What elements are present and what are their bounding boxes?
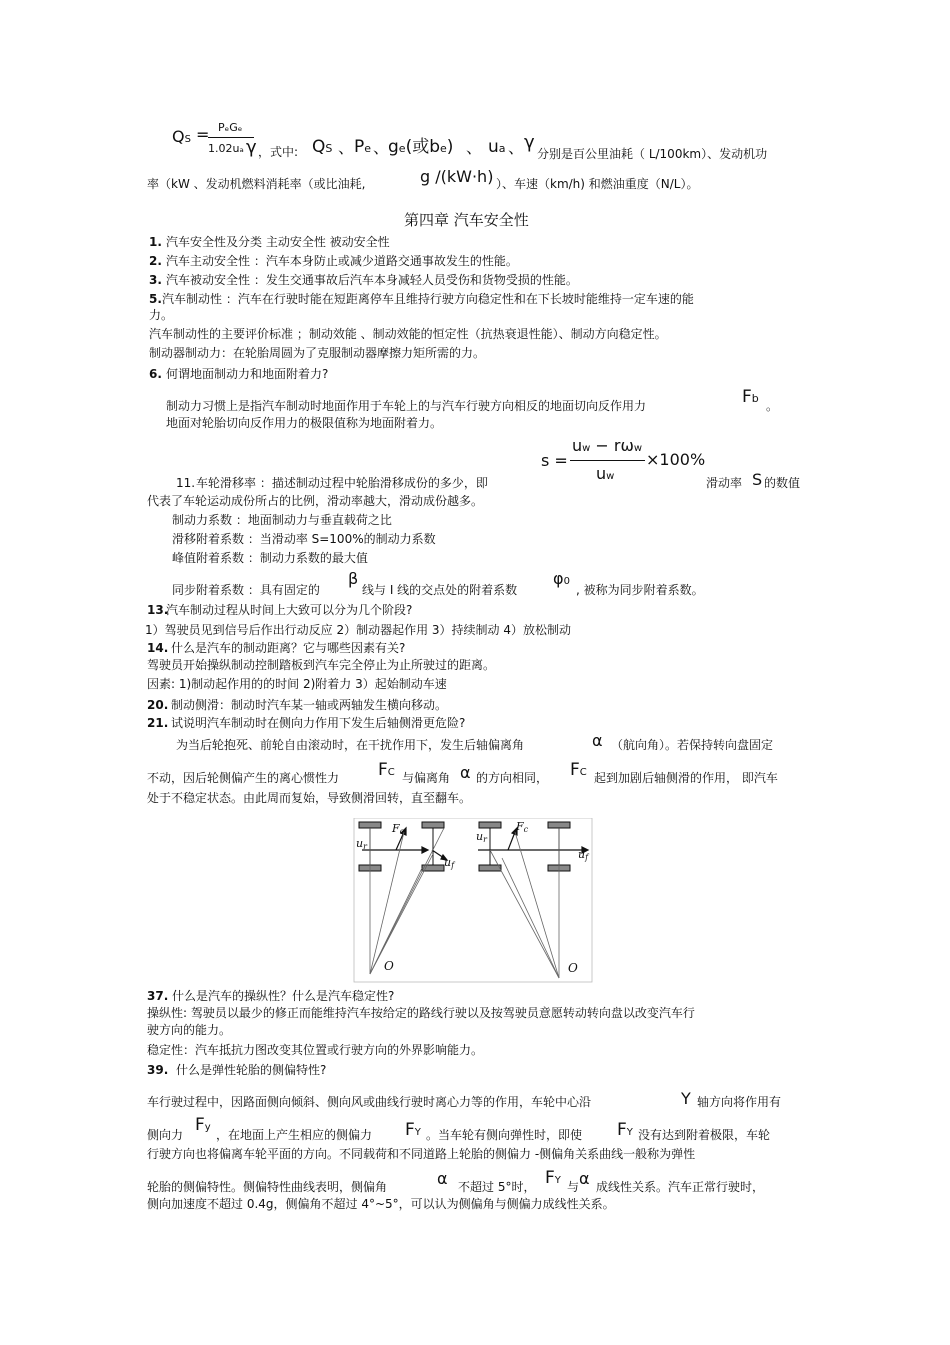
item-number: 13.: [147, 603, 169, 617]
item-39-answer-2c: 。当车轮有侧向弹性时，即使: [426, 1128, 583, 1142]
ur-label-right: ur: [476, 830, 487, 844]
item-39-answer-2b: ，在地面上产生相应的侧偏力: [216, 1128, 373, 1142]
item-37-answer-1: 操纵性: 驾驶员以最少的修正而能维持汽车按给定的路线行驶以及按驾驶员意愿转动转向盘以改变汽车行: [147, 1006, 695, 1020]
item-39-answer-1: 车行驶过程中，因路面侧向倾斜、侧向风或曲线行驶时离心力等的作用，车轮中心沿: [147, 1095, 592, 1109]
braking-evaluation: 汽车制动性的主要评价标准 ；制动效能 、制动效能的恒定性（抗热衰退性能）、制动方向稳定性。: [149, 327, 667, 341]
slip-fraction-bar: [570, 460, 645, 461]
item-39-answer-1-tail: 轴方向将作用有: [697, 1095, 782, 1109]
fb-symbol: Fb: [742, 387, 759, 407]
slip-numerator: uw − rωw: [572, 436, 643, 455]
sync-coef-a: 同步附着系数 ：具有固定的: [172, 583, 320, 597]
o-label-left: O: [384, 959, 394, 973]
alpha-symbol-2: α: [460, 763, 471, 782]
item-1-text: 汽车安全性及分类 主动安全性 被动安全性: [166, 235, 390, 249]
wheel: [479, 865, 501, 871]
equals-sign: =: [196, 125, 210, 144]
y-axis-symbol: Y: [681, 1089, 691, 1108]
item-number: 1.: [149, 235, 162, 249]
ge-symbol: ge(或be): [388, 137, 454, 157]
brake-force-definition: 制动器制动力：在轮胎周圆为了克服制动器摩擦力矩所需的力。: [149, 346, 486, 360]
ua-symbol: ua: [488, 137, 506, 157]
item-14-answer-1: 驾驶员开始操纵制动控制踏板到汽车完全停止为止所驶过的距离。: [147, 658, 496, 672]
item-number: 6.: [149, 367, 162, 381]
wheel: [359, 822, 381, 828]
item-2-text: 汽车主动安全性 ：汽车本身防止或减少道路交通事故发生的性能。: [166, 254, 518, 268]
wheel: [548, 822, 570, 828]
wheel: [422, 822, 444, 828]
slip-s-eq: s =: [541, 451, 568, 470]
punctuation: 。: [766, 399, 779, 413]
diagram-frame: [354, 818, 592, 982]
item-number: 20.: [147, 698, 169, 712]
sync-coef-c: , 被称为同步附着系数。: [576, 583, 704, 597]
fc-vector-right: [508, 832, 515, 850]
item-39-answer-2a: 侧向力: [147, 1128, 184, 1142]
item-number: 2.: [149, 254, 162, 268]
item-21-answer-1: 为当后轮抱死、前轮自由滚动时，在干扰作用下，发生后轴偏离角: [176, 738, 525, 752]
item-6-question: 何谓地面制动力和地面附着力?: [166, 367, 329, 381]
item-number: 5.: [149, 292, 162, 306]
item-number: 11.: [176, 476, 196, 490]
separator: 、: [338, 138, 355, 157]
formula-line2-b: ）、车速（km/h) 和燃油重度（N/L）。: [496, 177, 699, 191]
item-21-answer-2c: 的方向相同，: [476, 771, 549, 785]
item-11-text1: 车轮滑移率 ：描述制动过程中轮胎滑移成份的多少，即: [196, 476, 488, 490]
item-39-answer-4c: 与: [567, 1180, 580, 1194]
uf-label-left: uf: [444, 856, 455, 870]
formula-numerator: PₑGₑ: [218, 121, 243, 134]
alpha-symbol: α: [592, 731, 603, 750]
item-number: 37.: [147, 989, 169, 1003]
item-5-text1: 汽车制动性 ：汽车在行驶时能在短距离停车且维持行驶方向稳定性和在下长坡时能维持一定车速的能: [162, 292, 694, 306]
item-21-answer-2b: 与偏离角: [402, 771, 451, 785]
formula-line2-a: 率（kW 、发动机燃料消耗率（或比油耗,: [147, 177, 366, 191]
separator: 、: [373, 138, 390, 157]
separator: 、: [466, 138, 483, 157]
braking-coefficient: 制动力系数 ：地面制动力与垂直载荷之比: [172, 513, 392, 527]
item-11-text1-tail: 滑动率: [706, 476, 743, 490]
item-37-answer-2: 驶方向的能力。: [147, 1023, 232, 1037]
item-14-question: 什么是汽车的制动距离？它与哪些因素有关?: [171, 641, 406, 655]
sliding-adhesion-coefficient: 滑移附着系数 ：当滑动率 S=100%的制动力系数: [172, 532, 436, 546]
item-21-answer-3: 处于不稳定状态。由此周而复始，导致侧滑回转，直至翻车。: [147, 791, 472, 805]
qs-symbol-2: QS: [312, 137, 333, 157]
formula-line1-tail: 分别是百公里油耗（ L/100km）、发动机功: [537, 147, 768, 161]
item-6-answer-1: 制动力习惯上是指汽车制动时地面作用于车轮上的与汽车行驶方向相反的地面切向反作用力: [166, 399, 647, 413]
item-39-answer-2d: 没有达到附着极限，车轮: [638, 1128, 771, 1142]
slip-times-100: ×100%: [646, 450, 706, 469]
item-39-answer-5: 侧向加速度不超过 0.4g，侧偏角不超过 4°~5°，可以认为侧偏角与侧偏力成线性关系。: [147, 1197, 615, 1211]
sync-coef-b: 线与 I 线的交点处的附着系数: [362, 583, 518, 597]
item-21-answer-2a: 不动，因后轮侧偏产生的离心惯性力: [147, 771, 340, 785]
gamma-symbol: γ: [246, 137, 257, 158]
item-14-answer-2: 因素: 1)制动起作用的的时间 2)附着力 3）起始制动车速: [147, 677, 447, 691]
item-11-text1-end: 的数值: [764, 476, 801, 490]
item-5-text2: 力。: [149, 308, 174, 322]
rear-axle-skid-diagram: [352, 818, 594, 984]
fy-symbol-3: FY: [617, 1120, 633, 1140]
uf-label-right: uf: [578, 848, 589, 862]
fc-label-left: Fc: [392, 822, 405, 836]
item-37-question: 什么是汽车的操纵性？什么是汽车稳定性?: [172, 989, 395, 1003]
unit-g-kwh: g /(kW·h): [420, 167, 494, 186]
formula-denominator: 1.02uₐ: [208, 142, 244, 155]
item-13-answer: 1）驾驶员见到信号后作出行动反应 2）制动器起作用 3）持续制动 4）放松制动: [145, 623, 571, 637]
fy-symbol: Fy: [195, 1115, 211, 1135]
fc-label-right: Fc: [516, 820, 529, 834]
item-number: 14.: [147, 641, 169, 655]
item-13-question: 汽车制动过程从时间上大致可以分为几个阶段?: [166, 603, 413, 617]
alpha-symbol-3: α: [437, 1169, 448, 1188]
o-label-right: O: [568, 961, 578, 975]
item-21-question: 试说明汽车制动时在侧向力作用下发生后轴侧滑更危险?: [171, 716, 466, 730]
pe-symbol: Pe: [354, 137, 372, 157]
gamma-symbol-2: γ: [524, 132, 535, 153]
alpha-symbol-4: α: [579, 1169, 590, 1188]
ur-label-left: ur: [356, 837, 367, 851]
s-symbol: S: [752, 470, 763, 489]
item-number: 21.: [147, 716, 169, 730]
fc-symbol-2: FC: [570, 760, 587, 780]
slip-denominator: uw: [596, 464, 615, 483]
fc-symbol: FC: [378, 760, 395, 780]
fc-vectors: [396, 828, 517, 850]
item-39-answer-3: 行驶方向也将偏离车轮平面的方向。不同载荷和不同道路上轮胎的侧偏力 -侧偏角关系曲线一般称为弹性: [147, 1147, 696, 1161]
beta-symbol: β: [348, 569, 359, 588]
item-21-answer-2d: 起到加剧后轴侧滑的作用， 即汽车: [594, 771, 778, 785]
item-39-answer-4a: 轮胎的侧偏特性。侧偏特性曲线表明，侧偏角: [147, 1180, 388, 1194]
item-11-text2: 代表了车轮运动成份所占的比例，滑动率越大，滑动成份越多。: [147, 494, 484, 508]
item-39-answer-4b: 不超过 5°时，: [458, 1180, 536, 1194]
item-21-answer-1-tail: （航向角）。若保持转向盘固定: [611, 738, 774, 752]
item-20-text: 制动侧滑：制动时汽车某一轴或两轴发生横向移动。: [171, 698, 448, 712]
item-39-answer-4d: 成线性关系。汽车正常行驶时，: [596, 1180, 765, 1194]
phi-symbol: φ0: [553, 569, 570, 588]
formula-tail: ，式中:: [258, 145, 299, 159]
item-6-answer-2: 地面对轮胎切向反作用力的极限值称为地面附着力。: [166, 416, 443, 430]
item-37-answer-3: 稳定性：汽车抵抗力图改变其位置或行驶方向的外界影响能力。: [147, 1043, 484, 1057]
separator: 、: [508, 138, 525, 157]
item-number: 39.: [147, 1063, 169, 1077]
arrowhead: [422, 847, 428, 853]
item-3-text: 汽车被动安全性 ：发生交通事故后汽车本身减轻人员受伤和货物受损的性能。: [166, 273, 578, 287]
item-number: 3.: [149, 273, 162, 287]
qs-symbol: QS: [172, 127, 191, 146]
longitudinal-axes: [362, 847, 588, 853]
peak-adhesion-coefficient: 峰值附着系数 ：制动力系数的最大值: [172, 551, 368, 565]
item-39-question: 什么是弹性轮胎的侧偏特性?: [176, 1063, 327, 1077]
fy-symbol-2: FY: [405, 1120, 421, 1140]
wheel: [479, 822, 501, 828]
fy-symbol-4: FY: [545, 1168, 561, 1188]
chapter-title: 第四章 汽车安全性: [404, 211, 529, 229]
